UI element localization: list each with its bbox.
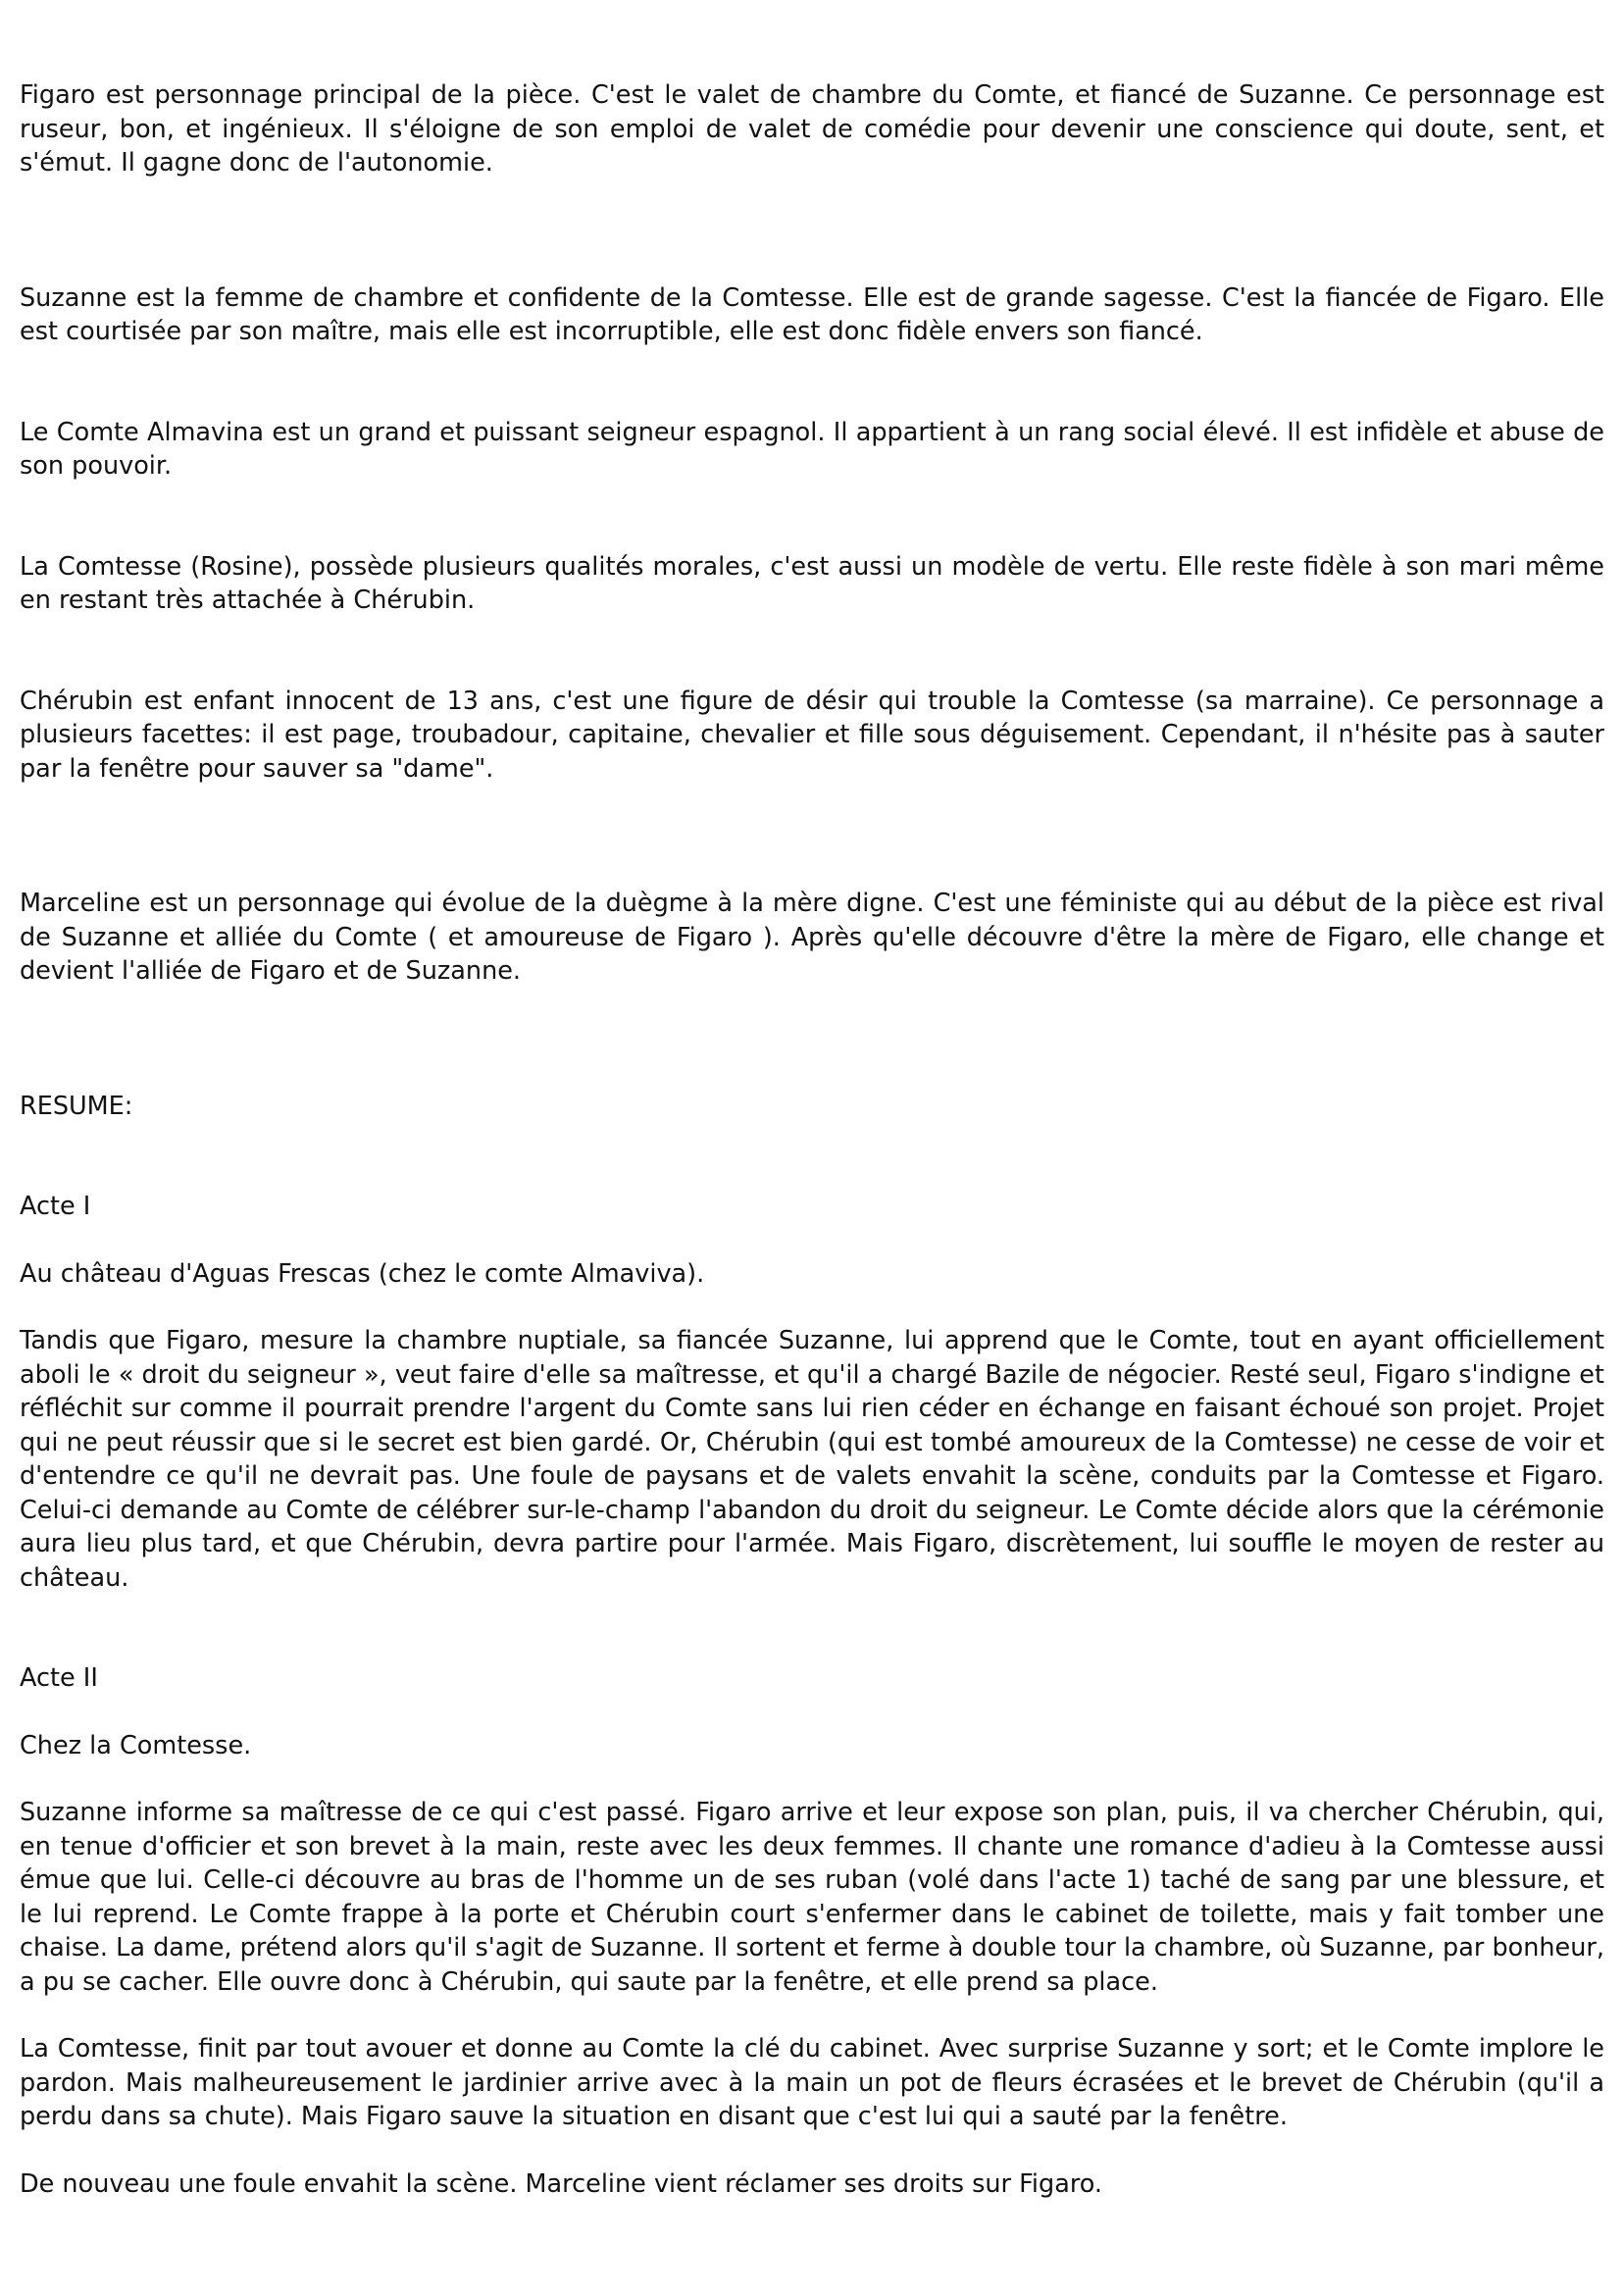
acte2-text-3: De nouveau une foule envahit la scène. Marceline vient réclamer ses droits sur Figaro.: [20, 2168, 1103, 2199]
resume-heading: RESUME:: [20, 1091, 133, 1121]
acte1-title: Acte I: [20, 1192, 91, 1221]
acte2-text-1: Suzanne informe sa maîtresse de ce qui c'est passé. Figaro arrive et leur expose son plan, puis, il va chercher Chérubin, qui, en tenue d'officier et son brevet à la main, reste avec les deux femmes. Il chante une romance d'adieu à la Comtesse aussi émue que lui. Celle-ci découvre au bras de l'homme un de ses ruban (volé dans l'acte 1) taché de sang par une blessure, et le lui reprend. Le Comte frappe à la porte et Chérubin court s'enfermer dans le cabinet de toilette, mais y fait tomber une chaise. La dame, prétend alors qu'il s'agit de Suzanne. Il sortent et ferme à double tour la chambre, où Suzanne, par bonheur, a pu se cacher. Elle ouvre donc à Chérubin, qui saute par la fenêtre, et elle prend sa place.: [20, 1798, 1604, 1997]
paragraph-comte: Le Comte Almavina est un grand et puissant seigneur espagnol. Il appartient à un rang social élevé. Il est infidèle et abuse de son pouvoir.: [20, 417, 1604, 481]
document-page: [20, 78, 1604, 2201]
acte2-setting: Chez la Comtesse.: [20, 1730, 252, 1760]
paragraph-comtesse: La Comtesse (Rosine), possède plusieurs qualités morales, c'est aussi un modèle de vertu. Elle reste fidèle à son mari même en restant très attachée à Chérubin.: [20, 551, 1604, 615]
paragraph-cherubin: Chérubin est enfant innocent de 13 ans, c'est une figure de désir qui trouble la Comtesse (sa marraine). Ce personnage a plusieurs facettes: il est page, troubadour, capitaine, chevalier et fille sous déguisement. Cependant, il n'hésite pas à sauter par la fenêtre pour sauver sa "dame".: [20, 686, 1604, 784]
acte2-title: Acte II: [20, 1663, 98, 1693]
paragraph-suzanne: Suzanne est la femme de chambre et confidente de la Comtesse. Elle est de grande sagesse. C'est la fiancée de Figaro. Elle est courtisée par son maître, mais elle est incorruptible, elle est donc fidèle envers son fiancé.: [20, 282, 1604, 346]
paragraph-marceline: Marceline est un personnage qui évolue de la duègme à la mère digne. C'est une féministe qui au début de la pièce est rival de Suzanne et alliée du Comte ( et amoureuse de Figaro ). Après qu'elle découvre d'être la mère de Figaro, elle change et devient l'alliée de Figaro et de Suzanne.: [20, 889, 1604, 986]
paragraph-figaro: Figaro est personnage principal de la pièce. C'est le valet de chambre du Comte, et fiancé de Suzanne. Ce personnage est ruseur, bon, et ingénieux. Il s'éloigne de son emploi de valet de comédie pour devenir une conscience qui doute, sent, et s'émut. Il gagne donc de l'autonomie.: [20, 80, 1604, 178]
acte2-text-2: La Comtesse, finit par tout avouer et donne au Comte la clé du cabinet. Avec surprise Suzanne y sort; et le Comte implore le pardon. Mais malheureusement le jardinier arrive avec à la main un pot de fleurs écrasées et le brevet de Chérubin (qu'il a perdu dans sa chute). Mais Figaro sauve la situation en disant que c'est lui qui a sauté par la fenêtre.: [20, 2034, 1604, 2131]
acte1-setting: Au château d'Aguas Frescas (chez le comte Almaviva).: [20, 1258, 705, 1289]
acte1-text: Tandis que Figaro, mesure la chambre nuptiale, sa fiancée Suzanne, lui apprend que le Comte, tout en ayant officiellement aboli le « droit du seigneur », veut faire d'elle sa maîtresse, et qu'il a chargé Bazile de négocier. Resté seul, Figaro s'indigne et réfléchit sur comme il pourrait prendre l'argent du Comte sans lui rien céder en échange en faisant échoué son projet. Projet qui ne peut réussir que si le secret est bien gardé. Or, Chérubin (qui est tombé amoureux de la Comtesse) ne cesse de voir et d'entendre ce qu'il ne devrait pas. Une foule de paysans et de valets envahit la scène, conduits par la Comtesse et Figaro. Celui-ci demande au Comte de célébrer sur-le-champ l'abandon du droit du seigneur. Le Comte décide alors que la cérémonie aura lieu plus tard, et que Chérubin, devra partire pour l'armée. Mais Figaro, discrètement, lui souffle le moyen de rester au château.: [20, 1326, 1604, 1593]
